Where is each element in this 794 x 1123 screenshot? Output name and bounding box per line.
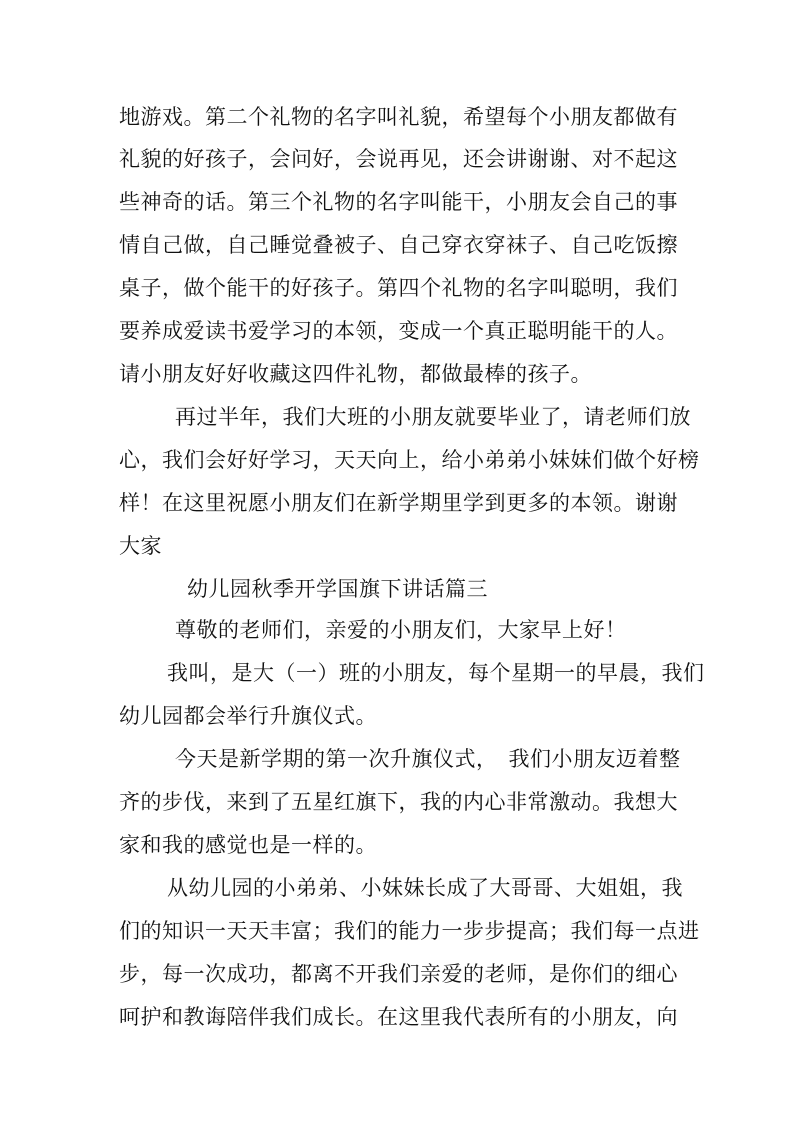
text-line: 礼貌的好孩子，会问好，会说再见，还会讲谢谢、对不起这 bbox=[119, 147, 678, 171]
text-line: 样！在这里祝愿小朋友们在新学期里学到更多的本领。谢谢 bbox=[119, 491, 678, 515]
greeting-line: 尊敬的老师们，亲爱的小朋友们，大家早上好！ bbox=[175, 618, 627, 642]
text-line: 幼儿园都会举行升旗仪式。 bbox=[119, 704, 377, 728]
text-line: 齐的步伐，来到了五星红旗下，我的内心非常激动。我想大 bbox=[119, 790, 678, 814]
text-line: 们的知识一天天丰富；我们的能力一步步提高；我们每一点进 bbox=[119, 919, 700, 943]
text-line: 心，我们会好好学习，天天向上，给小弟弟小妹妹们做个好榜 bbox=[119, 448, 700, 472]
paragraph-first-line: 再过半年，我们大班的小朋友就要毕业了，请老师们放 bbox=[175, 405, 691, 429]
text-line: 地游戏。第二个礼物的名字叫礼貌，希望每个小朋友都做有 bbox=[119, 105, 678, 129]
text-line: 步，每一次成功，都离不开我们亲爱的老师，是你们的细心 bbox=[119, 962, 678, 986]
text-line: 要养成爱读书爱学习的本领，变成一个真正聪明能干的人。 bbox=[119, 319, 678, 343]
text-line: 请小朋友好好收藏这四件礼物，都做最棒的孩子。 bbox=[119, 362, 592, 386]
text-line: 大家 bbox=[119, 534, 162, 558]
paragraph-first-line: 从幼儿园的小弟弟、小妹妹长成了大哥哥、大姐姐，我 bbox=[167, 876, 683, 900]
text-line: 呵护和教诲陪伴我们成长。在这里我代表所有的小朋友，向 bbox=[119, 1005, 678, 1029]
paragraph-first-line: 今天是新学期的第一次升旗仪式， 我们小朋友迈着整 bbox=[175, 747, 681, 771]
text-line: 情自己做，自己睡觉叠被子、自己穿衣穿袜子、自己吃饭擦 bbox=[119, 233, 678, 257]
text-line: 桌子，做个能干的好孩子。第四个礼物的名字叫聪明，我们 bbox=[119, 276, 678, 300]
text-line: 家和我的感觉也是一样的。 bbox=[119, 833, 377, 857]
paragraph-first-line: 我叫，是大（一）班的小朋友，每个星期一的早晨，我们 bbox=[167, 661, 705, 685]
text-line: 些神奇的话。第三个礼物的名字叫能干，小朋友会自己的事 bbox=[119, 190, 678, 214]
section-heading: 幼儿园秋季开学国旗下讲话篇三 bbox=[187, 577, 488, 601]
